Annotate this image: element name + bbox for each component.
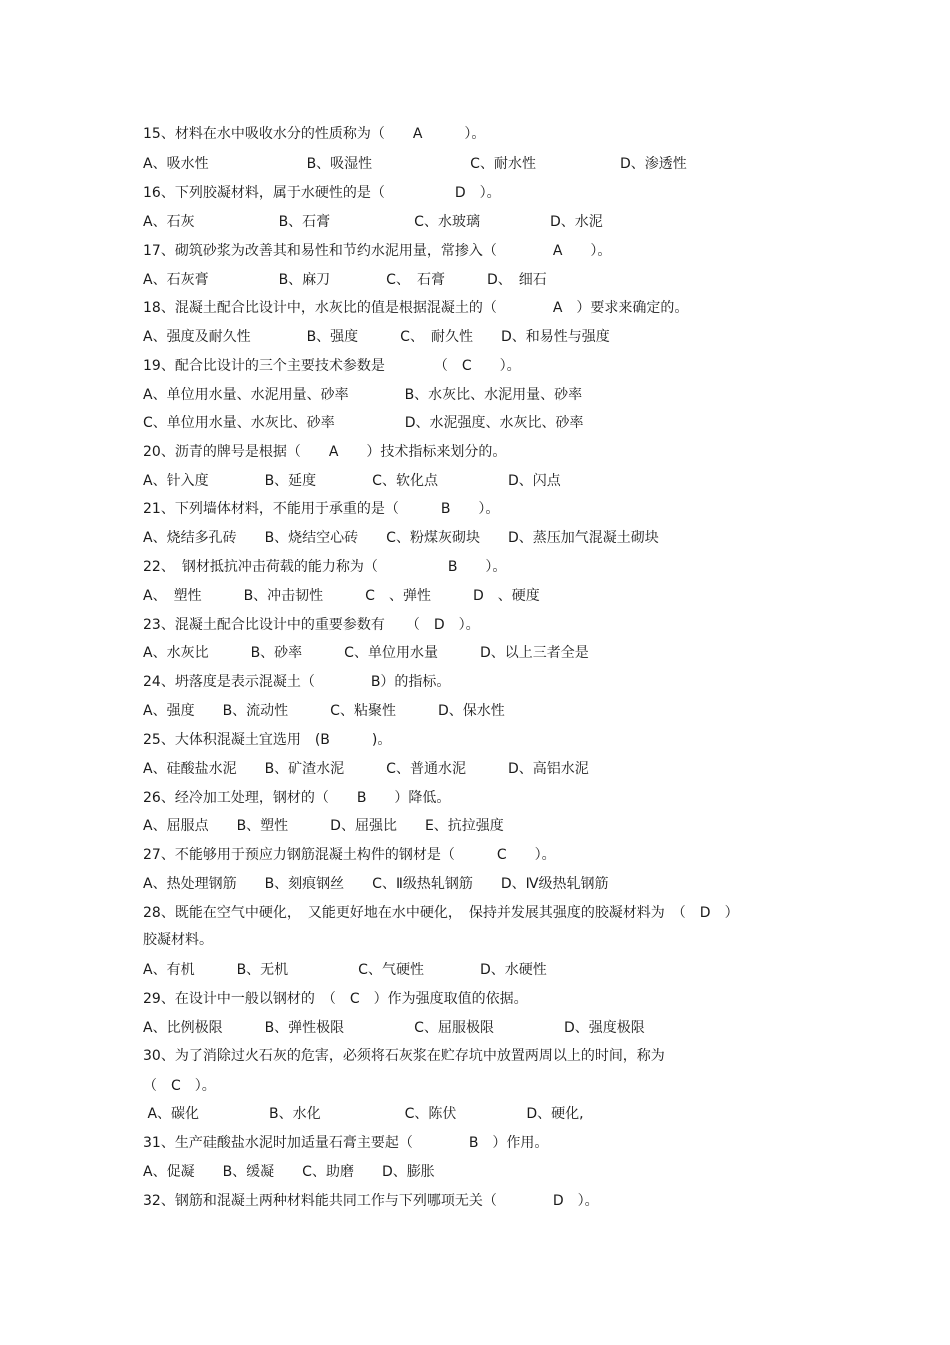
question-28-cont: 胶凝材料。	[143, 932, 213, 948]
options-17: A、石灰膏 B、麻刀 C、 石膏 D、 细石	[143, 272, 547, 288]
options-21: A、烧结多孔砖 B、烧结空心砖 C、粉煤灰砌块 D、蒸压加气混凝土砌块	[143, 530, 659, 546]
options-19-cd: C、单位用水量、水灰比、砂率 D、水泥强度、水灰比、砂率	[143, 415, 584, 431]
question-30-cont: （ C ）。	[143, 1078, 216, 1094]
question-24: 24、坍落度是表示混凝土（ B）的指标。	[143, 674, 451, 690]
question-28: 28、既能在空气中硬化， 又能更好地在水中硬化， 保持并发展其强度的胶凝材料为 （ D ）	[143, 905, 739, 921]
options-22: A、 塑性 B、冲击韧性 C 、弹性 D 、硬度	[143, 588, 540, 604]
options-20: A、针入度 B、延度 C、软化点 D、闪点	[143, 473, 561, 489]
question-23: 23、混凝土配合比设计中的重要参数有 （ D ）。	[143, 617, 480, 633]
options-30: A、碳化 B、水化 C、陈伏 D、硬化,	[143, 1106, 584, 1122]
options-23: A、水灰比 B、砂率 C、单位用水量 D、以上三者全是	[143, 645, 589, 661]
question-15: 15、材料在水中吸收水分的性质称为（ A ）。	[143, 126, 486, 142]
question-26: 26、经冷加工处理，钢材的（ B ）降低。	[143, 790, 451, 806]
options-16: A、石灰 B、石膏 C、水玻璃 D、水泥	[143, 214, 603, 230]
question-22: 22、 钢材抵抗冲击荷载的能力称为（ B ）。	[143, 559, 507, 575]
options-26: A、屈服点 B、塑性 D、屈强比 E、抗拉强度	[143, 818, 504, 834]
options-25: A、硅酸盐水泥 B、矿渣水泥 C、普通水泥 D、高铝水泥	[143, 761, 589, 777]
options-19-ab: A、单位用水量、水泥用量、砂率 B、水灰比、水泥用量、砂率	[143, 387, 583, 403]
question-19: 19、配合比设计的三个主要技术参数是 （ C ）。	[143, 358, 521, 374]
question-20: 20、沥青的牌号是根据（ A ）技术指标来划分的。	[143, 444, 507, 460]
question-29: 29、在设计中一般以钢材的 （ C ）作为强度取值的依据。	[143, 991, 528, 1007]
question-32: 32、钢筋和混凝土两种材料能共同工作与下列哪项无关（ D ）。	[143, 1193, 599, 1209]
question-31: 31、生产硅酸盐水泥时加适量石膏主要起（ B ）作用。	[143, 1135, 549, 1151]
options-27: A、热处理钢筋 B、刻痕钢丝 C、Ⅱ级热轧钢筋 D、Ⅳ级热轧钢筋	[143, 876, 609, 892]
options-28: A、有机 B、无机 C、气硬性 D、水硬性	[143, 962, 547, 978]
question-21: 21、下列墙体材料，不能用于承重的是（ B ）。	[143, 501, 500, 517]
question-18: 18、混凝土配合比设计中，水灰比的值是根据混凝土的（ A ）要求来确定的。	[143, 300, 689, 316]
options-18: A、强度及耐久性 B、强度 C、 耐久性 D、和易性与强度	[143, 329, 610, 345]
question-16: 16、下列胶凝材料，属于水硬性的是（ D ）。	[143, 185, 501, 201]
question-30: 30、为了消除过火石灰的危害，必须将石灰浆在贮存坑中放置两周以上的时间，称为	[143, 1048, 665, 1064]
options-31: A、促凝 B、缓凝 C、助磨 D、膨胀	[143, 1164, 435, 1180]
options-24: A、强度 B、流动性 C、粘聚性 D、保水性	[143, 703, 505, 719]
question-17: 17、砌筑砂浆为改善其和易性和节约水泥用量，常掺入（ A ）。	[143, 243, 612, 259]
question-27: 27、不能够用于预应力钢筋混凝土构件的钢材是（ C ）。	[143, 847, 556, 863]
question-25: 25、大体积混凝土宜选用 (B )。	[143, 732, 392, 748]
options-15: A、吸水性 B、吸湿性 C、耐水性 D、渗透性	[143, 156, 687, 172]
options-29: A、比例极限 B、弹性极限 C、屈服极限 D、强度极限	[143, 1020, 645, 1036]
